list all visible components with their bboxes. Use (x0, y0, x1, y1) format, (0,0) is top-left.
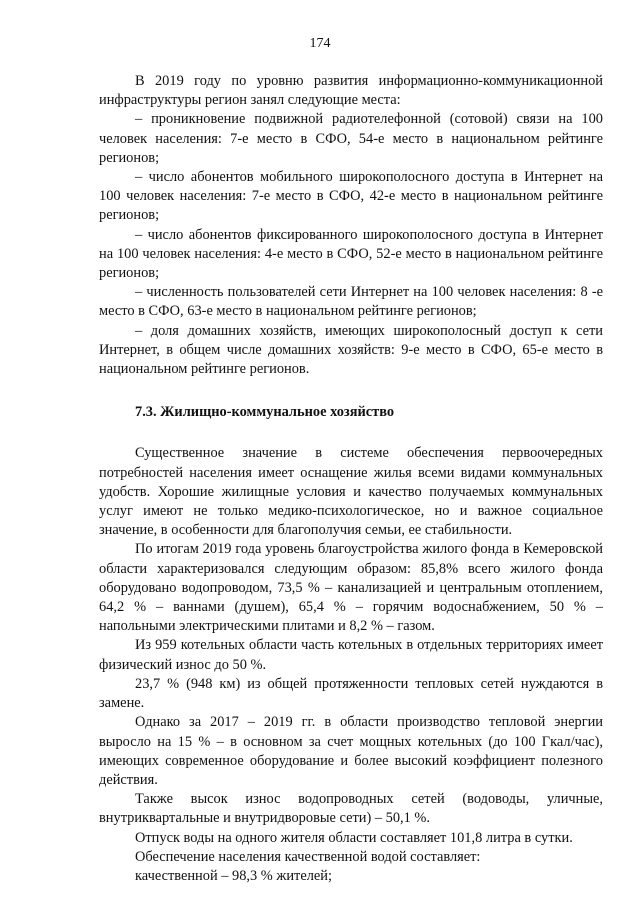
section-heading: 7.3. Жилищно-коммунальное хозяйство (135, 404, 395, 421)
body-paragraph: Отпуск воды на одного жителя области составляет 101,8 литра в сутки. (135, 829, 573, 846)
page-content (99, 72, 603, 886)
body-paragraph: 23,7 % (948 км) из общей протяженности тепловых сетей нуждаются в замене. (99, 675, 603, 712)
body-paragraph: Из 959 котельных области часть котельных в отдельных территориях имеет физический износ до 50 %. (99, 637, 603, 673)
section-intro-paragraph: В 2019 году по уровню развития информационно-коммуникационной инфраструктуры регион занял следующие места: (99, 73, 603, 109)
body-paragraph: Существенное значение в системе обеспечения первоочередных потребностей населения имеет оснащение жилья всеми видами коммунальных удобств. Хорошие жилищные условия и качество получаемых коммунальных услуг имеют не только медико-психологическое, но и важное социальное значение, в особенности для благополучия семьи, ее стабильности. (99, 445, 603, 539)
list-item: – число абонентов мобильного широкополосного доступа в Интернет на 100 человек населения: 7-е место в СФО, 42-е место в национальном рейтинге регионов; (99, 169, 603, 224)
list-item: – доля домашних хозяйств, имеющих широкополосный доступ к сети Интернет, в общем числе домашних хозяйств: 9-е место в СФО, 65-е место в национальном рейтинге регионов. (99, 322, 603, 378)
body-paragraph: Обеспечение населения качественной водой составляет: (135, 848, 481, 865)
page-number: 174 (309, 36, 331, 51)
body-paragraph: Однако за 2017 – 2019 гг. в области производство тепловой энергии выросло на 15 % – в основном за счет мощных котельных (до 100 Гкал/час), имеющих современное оборудование и более высокий коэффициент полезного действия. (99, 714, 603, 788)
list-item: – проникновение подвижной радиотелефонной (сотовой) связи на 100 человек населения: 7-е место в СФО, 54-е место в национальном рейтинге регионов; (99, 111, 603, 166)
body-paragraph: качественной – 98,3 % жителей; (135, 867, 332, 884)
list-item: – число абонентов фиксированного широкополосного доступа в Интернет на 100 человек населения: 4-е место в СФО, 52-е место в национальном рейтинге регионов; (99, 226, 603, 282)
list-item: – численность пользователей сети Интернет на 100 человек населения: 8 -е место в СФО, 63-е место в национальном рейтинге регионов; (99, 284, 603, 320)
body-paragraph: По итогам 2019 года уровень благоустройства жилого фонда в Кемеровской области характеризовался следующим образом: 85,8% всего жилого фонда оборудовано водопроводом, 73,5 % – канализацией и центральным отоплением, 64,2 % – ваннами (душем), 65,4 % – горячим водоснабжением, 50 % – напольными электрическими плитами и 8,2 % – газом. (99, 541, 603, 635)
body-paragraph: Также высок износ водопроводных сетей (водоводы, уличные, внутриквартальные и внутридворовые сети) – 50,1 %. (99, 791, 603, 827)
